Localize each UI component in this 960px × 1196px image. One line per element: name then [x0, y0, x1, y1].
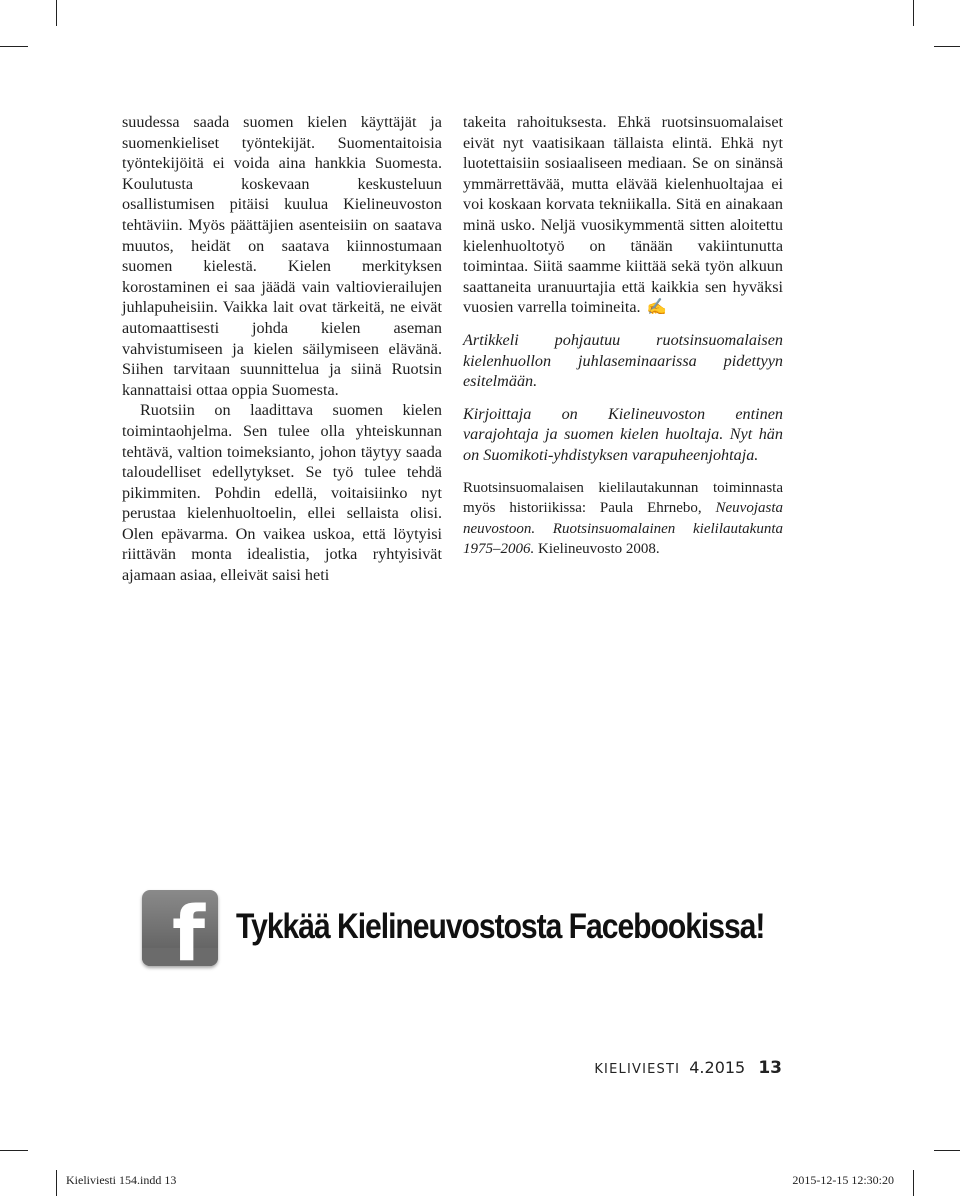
page-number: 13	[758, 1058, 782, 1078]
print-slug-timestamp: 2015-12-15 12:30:20	[792, 1173, 894, 1187]
source-suffix: Kielineuvosto 2008.	[538, 541, 660, 558]
author-note: Artikkeli pohjautuu ruotsinsuomalaisen kielenhuollon juhlaseminaarissa pidettyyn esitelmään.	[463, 330, 783, 391]
crop-mark	[934, 46, 960, 47]
facebook-promo-text[interactable]: Tykkää Kielineuvostosta Facebookissa!	[236, 907, 765, 946]
crop-mark	[0, 46, 28, 47]
pen-icon: ✍	[646, 298, 667, 317]
crop-mark	[913, 1170, 914, 1196]
source-prefix: Ruotsinsuomalaisen kielilautakunnan toiminnasta myös historiikissa: Paula Ehrnebo,	[463, 479, 783, 517]
paragraph-text: takeita rahoituksesta. Ehkä ruotsinsuomalaiset eivät nyt vaatisikaan tällaista elintä. Ehkä nyt luotettaisiin sosiaaliseen mediaan. Se on sinänsä ymmärrettävää, mutta elävää kielenhuoltajaa ei voi koskaan korvata tekniikalla. Sitä en ainakaan minä usko. Neljä vuosikymmentä sitten aloitettu kielenhuoltotyö on tänään vakiintunutta toimintaa. Siitä saamme kiittää sekä työn alkuun saattaneita uranuurtajia että kaikkia sen hyväksi vuosien varrella toimineita.	[463, 113, 783, 317]
source-title: Neuvojasta neuvostoon. Ruotsinsuomalainen kielilautakunta 1975–2006.	[463, 500, 783, 558]
crop-mark	[0, 1150, 28, 1151]
paragraph: Ruotsiin on laadittava suomen kielen toimintaohjelma. Sen tulee olla yhteiskunnan tehtävä, valtion toimeksianto, johon täytyy saada taloudelliset edellytykset. Se työ tulee tehdä pikimmiten. Pohdin edellä, voitaisiinko nyt perustaa kielenhuoltoelin, ellei sellaista olisi. Olen epävarma. On vaikea uskoa, että löytyisi riittävän monta idealistia, jotka ryhtyisivät ajamaan asiaa, elleivät saisi heti	[122, 401, 442, 585]
author-bio: Kirjoittaja on Kielineuvoston entinen varajohtaja ja suomen kielen huoltaja. Nyt hän on Suomikoti-yhdistyksen varapuheenjohtaja.	[463, 404, 783, 464]
facebook-letter: f	[172, 890, 206, 966]
source-note	[463, 478, 783, 560]
facebook-icon[interactable]	[142, 890, 218, 966]
article-left-column	[122, 112, 442, 586]
article-right-column	[463, 112, 783, 560]
issue-number: 4.2015	[689, 1058, 746, 1077]
publication-name: KIELIVIESTI	[594, 1062, 681, 1077]
crop-mark	[934, 1150, 960, 1151]
paragraph: suudessa saada suomen kielen käyttäjät ja suomenkieliset työntekijät. Suomentaitoisia työntekijöitä ei voida aina hankkia Suomesta. Koulutusta koskevaan keskusteluun osallistumisen pitäisi kuulua Kielineuvoston tehtäviin. Myös päättäjien asenteisiin on saatava muutos, heidät on saatava kiinnostumaan suomen kielestä. Kielen merkityksen korostaminen ei saa jäädä vain valtiovierailujen juhlapuheisiin. Vaikka lait ovat tärkeitä, ne eivät automaattisesti johda kielen aseman vahvistumiseen ja kielen säilymiseen elävänä. Siihen tarvitaan suunnittelua ja siinä Ruotsin kannattaisi ottaa oppia Suomesta.	[122, 113, 442, 399]
page-folio	[594, 1058, 782, 1078]
crop-mark	[913, 0, 914, 26]
crop-mark	[56, 1170, 57, 1196]
print-slug-file: Kieliviesti 154.indd 13	[66, 1173, 177, 1187]
crop-mark	[56, 0, 57, 26]
paragraph	[463, 112, 783, 318]
